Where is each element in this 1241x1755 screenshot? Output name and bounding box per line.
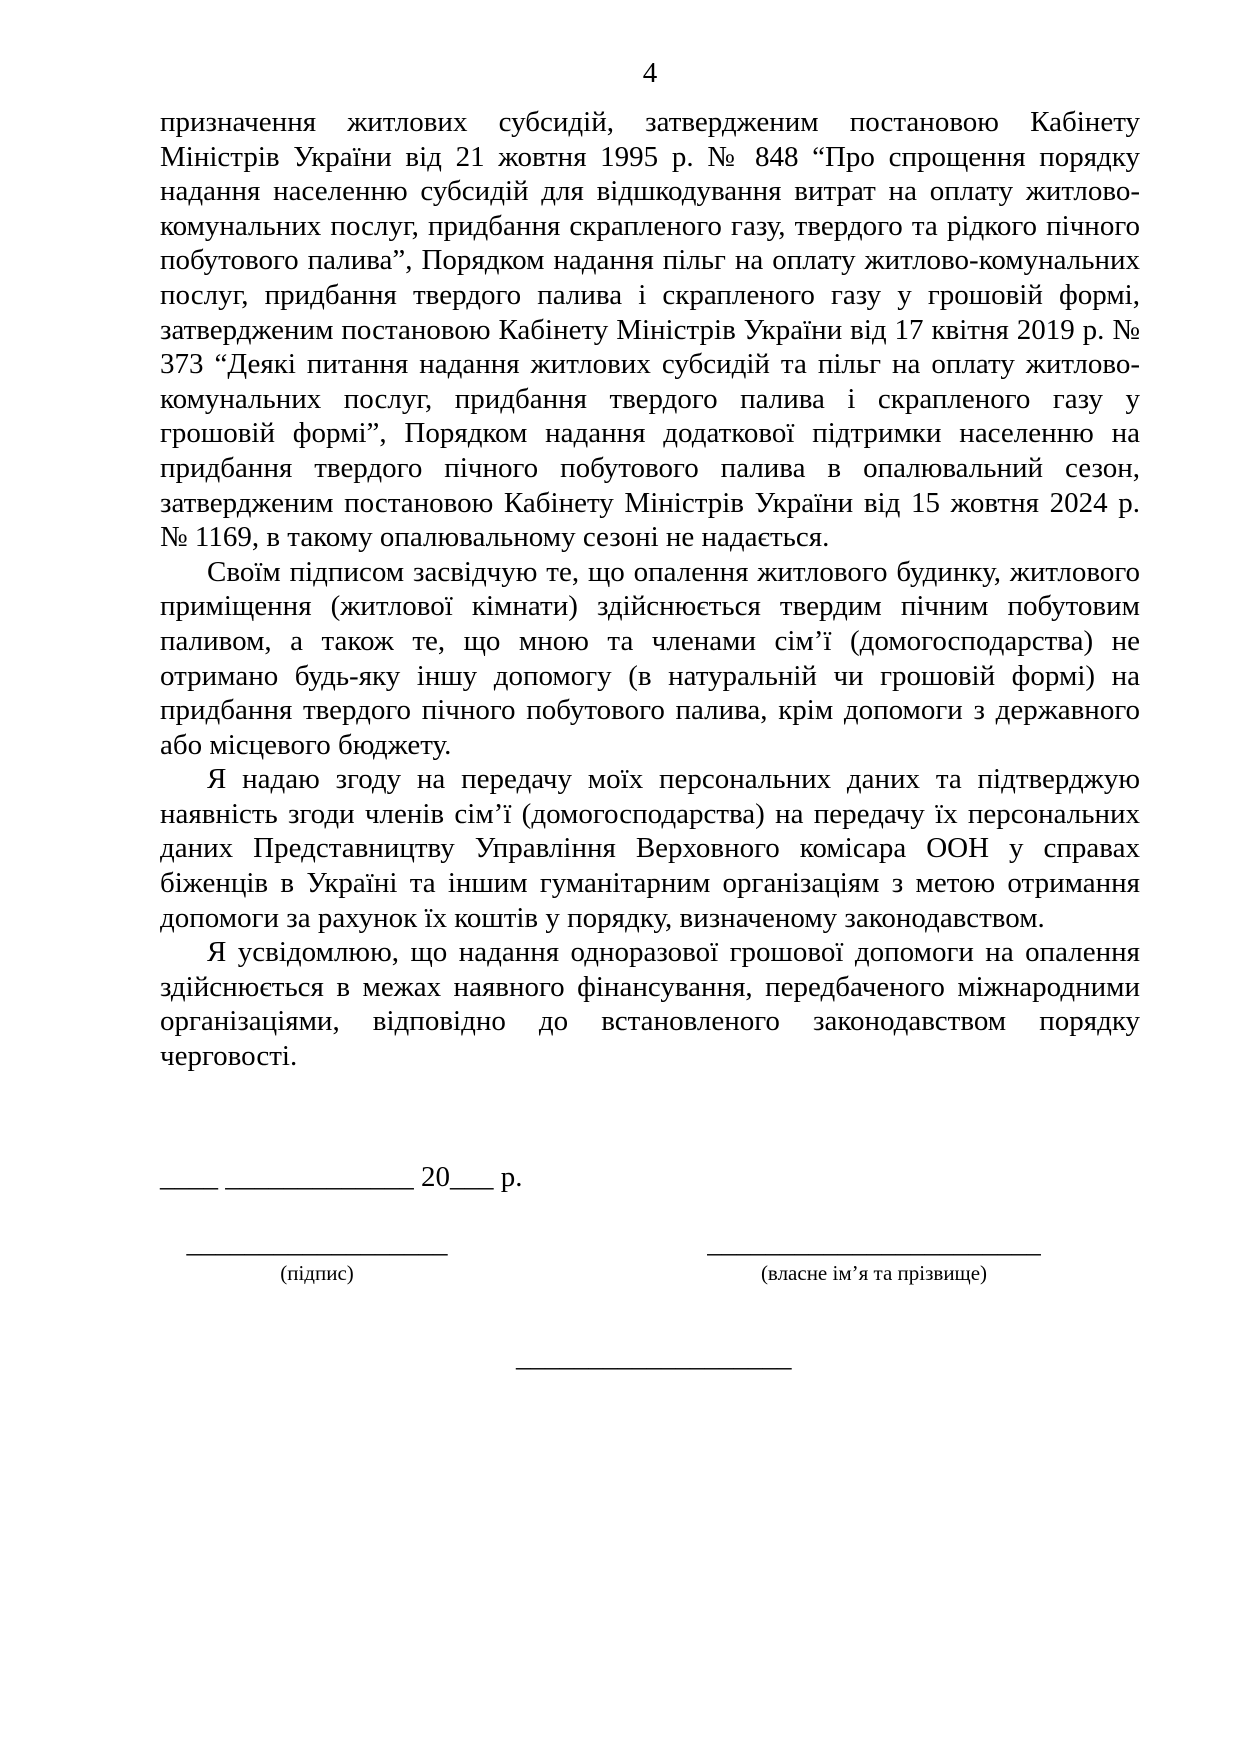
signature-label: (підпис) <box>280 1261 354 1285</box>
paragraph-personal-data-consent: Я надаю згоду на передачу моїх персональних даних та підтверджую наявність згоди членів сім’ї (домогосподарства) на передачу їх персональних даних Представництву Управління Верховного комісара ООН у справах біженців в Україні та іншим гуманітарним організаціям з метою отримання допомоги за рахунок їх коштів у порядку, визначеному законодавством. <box>160 763 1140 934</box>
full-name-label: (власне ім’я та прізвище) <box>760 1261 988 1285</box>
paragraph-funding-acknowledgement: Я усвідомлюю, що надання одноразової грошової допомоги на опалення здійснюється в межах наявного фінансування, передбаченого міжнародними організаціями, відповідно до встановленого законодавством порядку черговості. <box>160 936 1140 1073</box>
full-name-fill-in-line: _______________________ <box>707 1227 1041 1259</box>
paragraph-subsidy-regulations: призначення житлових субсидій, затвердженим постановою Кабінету Міністрів України від 21 жовтня 1995 р. № 848 “Про спрощення порядку надання населенню субсидій для відшкодування витрат на оплату житлово-комунальних послуг, придбання скрапленого газу, твердого та рідкого пічного побутового палива”, Порядком надання пільг на оплату житлово-комунальних послуг, придбання твердого палива і скрапленого газу у грошовій формі, затвердженим постановою Кабінету Міністрів України від 17 квітня 2019 р. № 373 “Деякі питання надання житлових субсидій та пільг на оплату житлово-комунальних послуг, придбання твердого палива і скрапленого газу у грошовій формі”, Порядком надання додаткової підтримки населенню на придбання твердого пічного побутового палива в опалювальний сезон, затвердженим постановою Кабінету Міністрів України від 15 жовтня 2024 р. № 1169, в такому опалювальному сезоні не надається. <box>160 106 1140 554</box>
page-number: 4 <box>642 57 658 89</box>
document-body <box>160 105 1140 1074</box>
paragraph-signature-attestation: Своїм підписом засвідчую те, що опалення житлового будинку, житлового приміщення (житлової кімнати) здійснюється твердим пічним побутовим паливом, а також те, що мною та членами сім’ї (домогосподарства) не отримано будь-яку іншу допомогу (в натуральній чи грошовій формі) на придбання твердого пічного побутового палива, крім допомоги з державного або місцевого бюджету. <box>160 555 1140 761</box>
full-name-block <box>706 1228 1042 1285</box>
bottom-fill-in-line: ___________________ <box>516 1341 792 1373</box>
signature-block <box>186 1228 448 1285</box>
date-fill-in-line: ____ _____________ 20___ р. <box>160 1161 523 1193</box>
signature-fill-in-line: __________________ <box>186 1227 448 1259</box>
